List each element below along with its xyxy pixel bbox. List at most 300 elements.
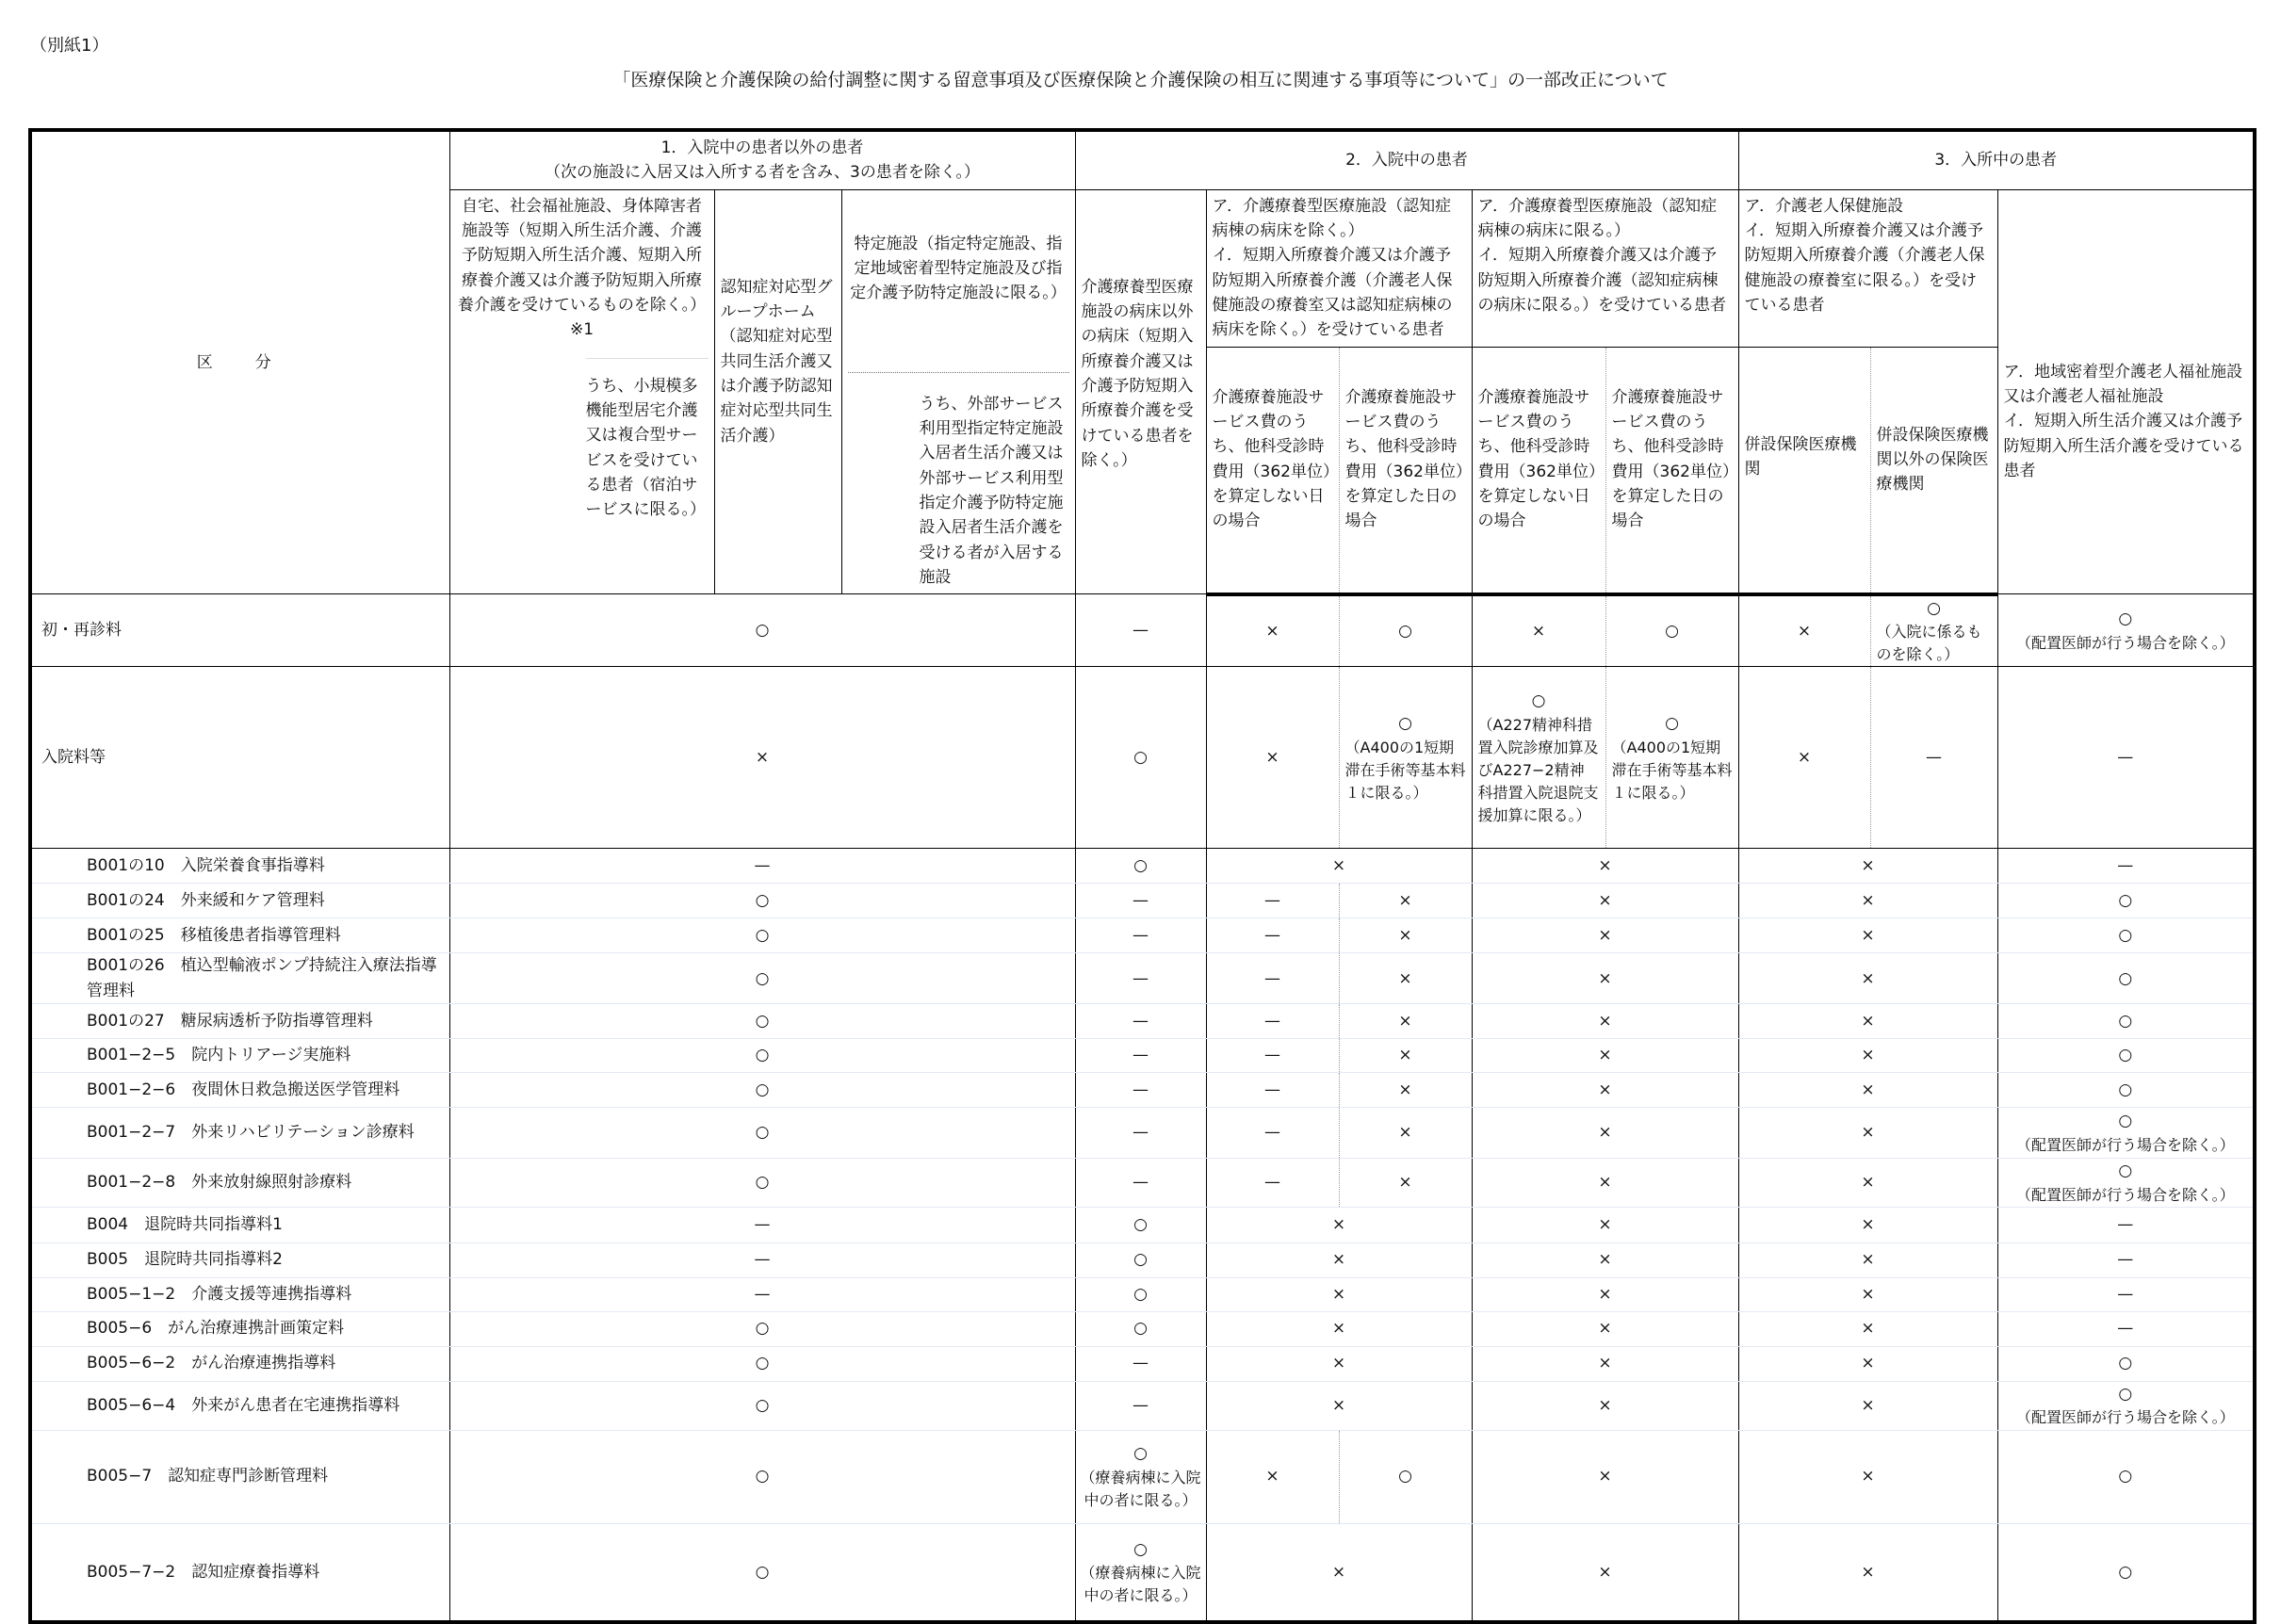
circle-mark: ○: [1665, 714, 1679, 734]
cross-mark: ×: [1331, 1319, 1346, 1339]
cell-note: （A400の1短期滞在手術等基本料１に限る。）: [1344, 738, 1466, 802]
table-cell: [1997, 1381, 2255, 1430]
table-cell: [1997, 884, 2255, 918]
cell-note: （療養病棟に入院中の者に限る。）: [1080, 1468, 1201, 1509]
circle-mark: ○: [755, 891, 770, 911]
table-row: [30, 1311, 2255, 1346]
table-cell: [1206, 1039, 1339, 1073]
table-cell: [1738, 849, 1997, 884]
table-cell: [1206, 1430, 1339, 1523]
header-other-beds: 介護療養型医療施設の病床以外の病床（短期入所療養介護又は介護予防短期入所療養介護を受けている患者を除く。）: [1075, 189, 1206, 594]
table-cell: [1472, 1346, 1738, 1381]
table-cell: [1738, 594, 1870, 667]
table-cell: [449, 1159, 1075, 1207]
attachment-label: （別紙1）: [30, 36, 109, 56]
cell-note: （配置医師が行う場合を除く。）: [2015, 1185, 2235, 1204]
table-cell: [1472, 667, 1605, 849]
table-row: [30, 884, 2255, 918]
row-label: B005−7 認知症専門診断管理料: [30, 1430, 449, 1523]
cell-note: （A400の1短期滞在手術等基本料１に限る。）: [1611, 738, 1733, 802]
circle-mark: ○: [755, 1562, 770, 1582]
table-cell: [1075, 1430, 1206, 1523]
circle-mark: ○: [1927, 599, 1941, 619]
table-cell: [1206, 1073, 1339, 1108]
table-cell: [1997, 1311, 2255, 1346]
table-row: [30, 1381, 2255, 1430]
cell-note: （療養病棟に入院中の者に限る。）: [1080, 1563, 1201, 1604]
table-cell: [1997, 1073, 2255, 1108]
table-cell: [1472, 849, 1738, 884]
table-cell: [1472, 1523, 1738, 1622]
table-cell: [1997, 1523, 2255, 1622]
circle-mark: ○: [755, 1011, 770, 1031]
cross-mark: ×: [1861, 891, 1875, 911]
table-cell: [449, 1207, 1075, 1242]
circle-mark: ○: [2118, 891, 2133, 911]
cross-mark: ×: [1398, 1046, 1412, 1065]
table-cell: [1075, 849, 1206, 884]
cross-mark: ×: [1598, 891, 1612, 911]
table-cell: [1472, 1159, 1738, 1207]
table-row: [30, 953, 2255, 1004]
table-cell: [1075, 1207, 1206, 1242]
cross-mark: ×: [1331, 1284, 1346, 1304]
table-row: [30, 918, 2255, 953]
table-cell: [1738, 1277, 1997, 1311]
header-health-facility: ア．介護老人保健施設 イ．短期入所療養介護又は介護予防短期入所療養介護（介護老人保健施設の療養室に限る。）を受けている患者: [1738, 189, 1997, 347]
cross-mark: ×: [1598, 1354, 1612, 1373]
table-cell: [1206, 1207, 1472, 1242]
table-row: [30, 1039, 2255, 1073]
header-2b-not-calculated: 介護療養施設サービス費のうち、他科受診時費用（362単位）を算定しない日の場合: [1472, 347, 1605, 594]
circle-mark: ○: [2118, 1161, 2133, 1181]
circle-mark: ○: [755, 968, 770, 988]
circle-mark: ○: [1133, 1214, 1148, 1234]
header-group-2: 2．入院中の患者: [1075, 130, 1738, 189]
table-cell: [1472, 1430, 1738, 1523]
table-cell: [449, 953, 1075, 1004]
row-label: B001−2−6 夜間休日救急搬送医学管理料: [30, 1073, 449, 1108]
circle-mark: ○: [2118, 1354, 2133, 1373]
table-row: [30, 1108, 2255, 1159]
table-cell: [1997, 1159, 2255, 1207]
group-1-subtitle: （次の施設に入居又は入所する者を含み、3の患者を除く。）: [545, 163, 980, 183]
table-cell: [1738, 1108, 1997, 1159]
table-cell: [1206, 849, 1472, 884]
cross-mark: ×: [1531, 622, 1546, 641]
table-cell: [1075, 1108, 1206, 1159]
cross-mark: ×: [1331, 1214, 1346, 1234]
table-cell: [1339, 1430, 1472, 1523]
cross-mark: ×: [1331, 1395, 1346, 1415]
row-label: B001の26 植込型輸液ポンプ持続注入療法指導管理料: [30, 953, 449, 1004]
table-cell: [1339, 1039, 1472, 1073]
circle-mark: ○: [2118, 1011, 2133, 1031]
table-cell: [1206, 667, 1339, 849]
table-cell: [1738, 1346, 1997, 1381]
cross-mark: ×: [1398, 926, 1412, 946]
dash-mark: —: [1132, 891, 1149, 911]
dash-mark: —: [1264, 1080, 1281, 1099]
table-cell: [1206, 1159, 1339, 1207]
table-cell: [1339, 594, 1472, 667]
circle-mark: ○: [2118, 609, 2133, 629]
circle-mark: ○: [755, 926, 770, 946]
cross-mark: ×: [1398, 1011, 1412, 1031]
header-3a-other: 併設保険医療機関以外の保険医療機関: [1870, 347, 1997, 594]
dash-mark: —: [1132, 926, 1149, 946]
table-cell: [1605, 594, 1738, 667]
dash-mark: —: [754, 1250, 771, 1270]
table-cell: [1206, 1381, 1472, 1430]
cross-mark: ×: [1598, 968, 1612, 988]
circle-mark: ○: [755, 1354, 770, 1373]
cross-mark: ×: [1861, 1354, 1875, 1373]
header-group-3: 3．入所中の患者: [1738, 130, 2255, 189]
cross-mark: ×: [1331, 1250, 1346, 1270]
cross-mark: ×: [1398, 968, 1412, 988]
dash-mark: —: [1132, 1395, 1149, 1415]
dash-mark: —: [754, 1284, 771, 1304]
table-cell: [1472, 1381, 1738, 1430]
row-label: B005−6 がん治療連携計画策定料: [30, 1311, 449, 1346]
table-cell: [1075, 1523, 1206, 1622]
table-cell: [1997, 1004, 2255, 1039]
header-specified-facility: [841, 189, 1075, 594]
table-cell: [1738, 1311, 1997, 1346]
cross-mark: ×: [1598, 1080, 1612, 1099]
table-cell: [1075, 1381, 1206, 1430]
cross-mark: ×: [1265, 748, 1279, 768]
circle-mark: ○: [755, 1123, 770, 1143]
table-cell: [1738, 953, 1997, 1004]
row-label: B001の25 移植後患者指導管理料: [30, 918, 449, 953]
dash-mark: —: [1264, 1173, 1281, 1193]
table-cell: [449, 594, 1075, 667]
cross-mark: ×: [1861, 1395, 1875, 1415]
circle-mark: ○: [1133, 1284, 1148, 1304]
table-cell: [1738, 1381, 1997, 1430]
table-cell: [1472, 1207, 1738, 1242]
cross-mark: ×: [1861, 1467, 1875, 1486]
row-label: 初・再診料: [30, 594, 449, 667]
circle-mark: ○: [2118, 1467, 2133, 1486]
circle-mark: ○: [1531, 691, 1546, 711]
cross-mark: ×: [1861, 1562, 1875, 1582]
dash-mark: —: [1132, 968, 1149, 988]
cross-mark: ×: [1598, 1214, 1612, 1234]
cross-mark: ×: [1598, 1467, 1612, 1486]
header-2a-calculated: 介護療養施設サービス費のうち、他科受診時費用（362単位）を算定した日の場合: [1339, 347, 1472, 594]
row-label: B001−2−8 外来放射線照射診療料: [30, 1159, 449, 1207]
table-cell: [449, 1073, 1075, 1108]
small-multifunction-subtext: うち、小規模多機能型居宅介護又は複合型サービスを受けている患者（宿泊サービスに限る。）: [586, 358, 709, 523]
cross-mark: ×: [1598, 1173, 1612, 1193]
table-cell: [1997, 1277, 2255, 1311]
dash-mark: —: [1264, 926, 1281, 946]
table-cell: [1075, 1346, 1206, 1381]
table-cell: [1206, 594, 1339, 667]
table-cell: [1997, 953, 2255, 1004]
table-cell: [1997, 1242, 2255, 1277]
dash-mark: —: [2117, 1284, 2134, 1304]
table-cell: [1075, 1004, 1206, 1039]
circle-mark: ○: [2118, 926, 2133, 946]
table-cell: [1997, 1039, 2255, 1073]
table-cell: [1339, 1004, 1472, 1039]
table-cell: [449, 1242, 1075, 1277]
table-cell: [1997, 667, 2255, 849]
dash-mark: —: [1264, 1123, 1281, 1143]
table-cell: [1472, 1242, 1738, 1277]
table-cell: [1997, 1430, 2255, 1523]
table-cell: [1339, 1073, 1472, 1108]
circle-mark: ○: [1133, 1539, 1148, 1559]
table-cell: [1997, 1207, 2255, 1242]
table-cell: [1206, 1311, 1472, 1346]
table-cell: [1075, 1159, 1206, 1207]
table-cell: [1206, 953, 1339, 1004]
row-label: 入院料等: [30, 667, 449, 849]
table-cell: [1472, 1277, 1738, 1311]
table-cell: [1206, 918, 1339, 953]
cell-note: （配置医師が行う場合を除く。）: [2015, 1408, 2235, 1427]
table-cell: [1472, 594, 1605, 667]
cross-mark: ×: [1598, 856, 1612, 876]
document-title: 「医療保険と介護保険の給付調整に関する留意事項及び医療保険と介護保険の相互に関連する事項等について」の一部改正について: [612, 70, 1669, 90]
header-group-home: 認知症対応型グループホーム（認知症対応型共同生活介護又は介護予防認知症対応型共同生活介護）: [714, 189, 841, 594]
table-cell: [1472, 953, 1738, 1004]
dash-mark: —: [1264, 891, 1281, 911]
table-cell: [1738, 1430, 1997, 1523]
cross-mark: ×: [1861, 856, 1875, 876]
table-cell: [1206, 1108, 1339, 1159]
table-cell: [1472, 1311, 1738, 1346]
dash-mark: —: [754, 1214, 771, 1234]
dash-mark: —: [754, 856, 771, 876]
home-facility-note: ※1: [569, 320, 595, 340]
table-cell: [1738, 918, 1997, 953]
table-cell: [1075, 1277, 1206, 1311]
cross-mark: ×: [1598, 1123, 1612, 1143]
circle-mark: ○: [2118, 1384, 2133, 1404]
circle-mark: ○: [1398, 1467, 1412, 1486]
table-row: [30, 594, 2255, 667]
cell-note: （配置医師が行う場合を除く。）: [2015, 633, 2235, 652]
circle-mark: ○: [755, 621, 770, 641]
table-cell: [1738, 1207, 1997, 1242]
dash-mark: —: [1132, 1080, 1149, 1099]
table-row: [30, 1159, 2255, 1207]
cross-mark: ×: [1861, 1284, 1875, 1304]
table-cell: [1870, 667, 1997, 849]
dash-mark: —: [1264, 1011, 1281, 1031]
table-row: [30, 667, 2255, 849]
table-row: [30, 1277, 2255, 1311]
table-cell: [449, 1108, 1075, 1159]
row-label: B001の10 入院栄養食事指導料: [30, 849, 449, 884]
cross-mark: ×: [1861, 1214, 1875, 1234]
dash-mark: —: [2117, 1250, 2134, 1270]
external-service-subtext: うち、外部サービス利用型指定特定施設入居者生活介護又は外部サービス利用型指定介護予防特定施設入居者生活介護を受ける者が入居する施設: [848, 372, 1069, 591]
row-label: B001−2−5 院内トリアージ実施料: [30, 1039, 449, 1073]
table-row: [30, 1207, 2255, 1242]
table-cell: [1472, 884, 1738, 918]
header-2b-calculated: 介護療養施設サービス費のうち、他科受診時費用（362単位）を算定した日の場合: [1605, 347, 1738, 594]
table-cell: [1870, 594, 1997, 667]
table-cell: [449, 1277, 1075, 1311]
cross-mark: ×: [1797, 748, 1812, 768]
table-cell: [1738, 1523, 1997, 1622]
cross-mark: ×: [1861, 1250, 1875, 1270]
cross-mark: ×: [1398, 1173, 1412, 1193]
circle-mark: ○: [1133, 1319, 1148, 1339]
table-cell: [449, 1311, 1075, 1346]
circle-mark: ○: [1665, 622, 1679, 641]
table-cell: [1472, 918, 1738, 953]
cross-mark: ×: [1331, 1562, 1346, 1582]
table-cell: [449, 1039, 1075, 1073]
cell-note: （A227精神科措置入院診療加算及びA227−2精神科措置入院退院支援加算に限る。）: [1477, 715, 1599, 824]
table-cell: [1997, 849, 2255, 884]
cell-note: （入院に係るものを除く。）: [1876, 623, 1982, 664]
row-label: B004 退院時共同指導料1: [30, 1207, 449, 1242]
dash-mark: —: [1132, 1011, 1149, 1031]
cross-mark: ×: [1331, 1354, 1346, 1373]
table-cell: [1997, 1108, 2255, 1159]
circle-mark: ○: [755, 1046, 770, 1065]
table-cell: [1075, 1242, 1206, 1277]
table-cell: [449, 884, 1075, 918]
circle-mark: ○: [1398, 622, 1412, 641]
cross-mark: ×: [1861, 1080, 1875, 1099]
dash-mark: —: [2117, 1319, 2134, 1339]
circle-mark: ○: [1133, 1444, 1148, 1464]
table-row: [30, 1346, 2255, 1381]
cross-mark: ×: [1861, 1173, 1875, 1193]
table-cell: [1206, 1346, 1472, 1381]
table-cell: [449, 1346, 1075, 1381]
table-row: [30, 849, 2255, 884]
table-cell: [1075, 1311, 1206, 1346]
cross-mark: ×: [1598, 1284, 1612, 1304]
table-cell: [1206, 1242, 1472, 1277]
header-home-facility: [449, 189, 714, 594]
circle-mark: ○: [755, 1395, 770, 1415]
header-kubun: 区 分: [30, 130, 449, 594]
table-cell: [1605, 667, 1738, 849]
circle-mark: ○: [1133, 856, 1148, 876]
header-3a-attached: 併設保険医療機関: [1738, 347, 1870, 594]
circle-mark: ○: [2118, 1080, 2133, 1099]
cross-mark: ×: [1861, 1123, 1875, 1143]
circle-mark: ○: [1133, 1250, 1148, 1270]
cross-mark: ×: [1598, 1011, 1612, 1031]
table-cell: [1997, 1346, 2255, 1381]
table-cell: [1997, 918, 2255, 953]
table-cell: [1206, 1277, 1472, 1311]
header-group-1: [449, 130, 1075, 189]
cross-mark: ×: [1398, 1080, 1412, 1099]
cross-mark: ×: [1598, 1319, 1612, 1339]
table-cell: [1738, 884, 1997, 918]
dash-mark: —: [1264, 1046, 1281, 1065]
specified-facility-text: 特定施設（指定特定施設、指定地域密着型特定施設及び指定介護予防特定施設に限る。）: [850, 234, 1067, 303]
dash-mark: —: [2117, 748, 2134, 768]
dash-mark: —: [1132, 1354, 1149, 1373]
dash-mark: —: [2117, 856, 2134, 876]
table-cell: [1472, 1004, 1738, 1039]
cross-mark: ×: [1861, 1011, 1875, 1031]
cross-mark: ×: [1598, 1250, 1612, 1270]
table-row: [30, 1242, 2255, 1277]
table-cell: [1339, 953, 1472, 1004]
dash-mark: —: [1132, 1123, 1149, 1143]
circle-mark: ○: [1133, 748, 1148, 768]
table-cell: [1997, 594, 2255, 667]
cross-mark: ×: [1598, 1395, 1612, 1415]
table-cell: [1339, 1159, 1472, 1207]
table-cell: [1738, 1039, 1997, 1073]
table-cell: [1738, 1004, 1997, 1039]
table-cell: [1075, 1073, 1206, 1108]
cross-mark: ×: [1331, 856, 1346, 876]
table-cell: [449, 918, 1075, 953]
table-cell: [449, 667, 1075, 849]
table-cell: [449, 849, 1075, 884]
row-label: B005−7−2 認知症療養指導料: [30, 1523, 449, 1622]
circle-mark: ○: [755, 1467, 770, 1486]
cross-mark: ×: [755, 748, 770, 768]
table-cell: [1206, 884, 1339, 918]
cross-mark: ×: [1797, 622, 1812, 641]
circle-mark: ○: [755, 1173, 770, 1193]
cross-mark: ×: [1598, 1562, 1612, 1582]
table-row: [30, 1004, 2255, 1039]
row-label: B005−1−2 介護支援等連携指導料: [30, 1277, 449, 1311]
cross-mark: ×: [1398, 891, 1412, 911]
table-cell: [1738, 667, 1870, 849]
table-cell: [1339, 918, 1472, 953]
table-cell: [1075, 667, 1206, 849]
cross-mark: ×: [1861, 1046, 1875, 1065]
cross-mark: ×: [1398, 1123, 1412, 1143]
dash-mark: —: [1132, 1046, 1149, 1065]
row-label: B005−6−2 がん治療連携指導料: [30, 1346, 449, 1381]
table-cell: [1206, 1004, 1339, 1039]
table-cell: [1075, 884, 1206, 918]
table-body: [30, 594, 2255, 1622]
table-cell: [1472, 1039, 1738, 1073]
row-label: B001の27 糖尿病透析予防指導管理料: [30, 1004, 449, 1039]
dash-mark: —: [1926, 748, 1943, 768]
cross-mark: ×: [1861, 1319, 1875, 1339]
dash-mark: —: [1264, 968, 1281, 988]
header-2a-not-calculated: 介護療養施設サービス費のうち、他科受診時費用（362単位）を算定しない日の場合: [1206, 347, 1339, 594]
table-cell: [1738, 1159, 1997, 1207]
table-row: [30, 1073, 2255, 1108]
cross-mark: ×: [1265, 622, 1279, 641]
table-cell: [1738, 1242, 1997, 1277]
home-facility-text: 自宅、社会福祉施設、身体障害者施設等（短期入所生活介護、介護予防短期入所生活介護、短期入所療養介護又は介護予防短期入所療養介護を受けているものを除く。）: [457, 196, 707, 316]
dash-mark: —: [1132, 1173, 1149, 1193]
table-cell: [1075, 918, 1206, 953]
benefit-adjustment-table: [28, 128, 2257, 1624]
table-cell: [1738, 1073, 1997, 1108]
circle-mark: ○: [1398, 714, 1412, 734]
table-cell: [1339, 667, 1472, 849]
table-cell: [1075, 594, 1206, 667]
